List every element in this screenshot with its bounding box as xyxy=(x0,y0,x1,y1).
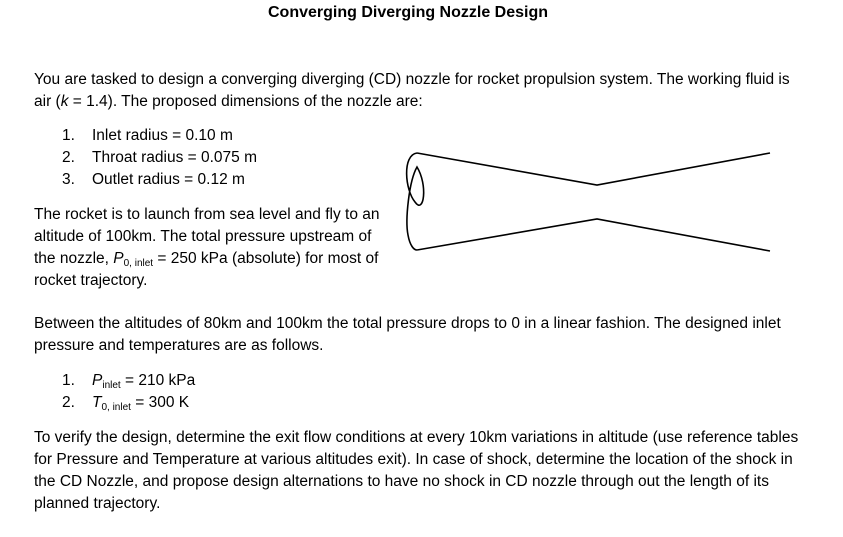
list-text: Inlet radius = 0.10 m xyxy=(92,127,233,144)
list-item xyxy=(62,125,257,147)
k-symbol: k xyxy=(60,93,69,110)
design-conditions-list xyxy=(62,370,195,414)
condition-value: = 210 kPa xyxy=(120,372,196,389)
list-item xyxy=(62,147,257,169)
list-item xyxy=(62,169,257,191)
nozzle-diagram xyxy=(400,145,775,260)
list-item xyxy=(62,392,195,414)
condition-value: = 300 K xyxy=(130,394,190,411)
nozzle-lower-wall xyxy=(417,219,770,251)
nozzle-inlet-outline xyxy=(407,153,424,250)
list-number: 1. xyxy=(62,372,75,389)
p-subscript: 0, inlet xyxy=(123,258,154,269)
list-item xyxy=(62,370,195,392)
intro-text-2: = 1.4). The proposed dimensions of the nozzle are: xyxy=(68,93,423,110)
list-text: Outlet radius = 0.12 m xyxy=(92,171,245,188)
condition-symbol: P xyxy=(92,372,103,389)
list-text xyxy=(92,370,195,392)
intro-paragraph xyxy=(34,69,794,113)
nozzle-upper-wall xyxy=(417,153,770,185)
list-number: 1. xyxy=(62,127,75,144)
verify-paragraph: To verify the design, determine the exit flow conditions at every 10km variations in altitude (use reference tables for Pressure and Temperature at various altitudes exit). In case of shock, determine the location of the shock in the CD Nozzle, and propose design alternations to have no shock in CD nozzle through out the length of its planned trajectory. xyxy=(34,429,799,512)
launch-text-2: = 250 kPa (absolute) for most of rocket trajectory. xyxy=(34,250,379,289)
launch-paragraph xyxy=(34,204,394,292)
dimensions-list xyxy=(62,125,257,191)
launch-text-1: The rocket is to launch from sea level and fly to an altitude of 100km. The total pressure upstream of the nozzle, xyxy=(34,206,380,267)
list-text: Throat radius = 0.075 m xyxy=(92,149,257,166)
condition-subscript: inlet xyxy=(102,380,121,391)
list-text xyxy=(92,392,189,414)
condition-symbol: T xyxy=(92,394,102,411)
list-number: 3. xyxy=(62,171,75,188)
p-symbol: P xyxy=(113,250,124,267)
intro-text-1: You are tasked to design a converging diverging (CD) nozzle for rocket propulsion system. The working fluid is air ( xyxy=(34,71,790,110)
between-paragraph: Between the altitudes of 80km and 100km the total pressure drops to 0 in a linear fashion. The designed inlet pressure and temperatures are as follows. xyxy=(34,315,781,354)
condition-subscript: 0, inlet xyxy=(101,402,131,413)
page-title: Converging Diverging Nozzle Design xyxy=(267,4,549,21)
list-number: 2. xyxy=(62,394,75,411)
list-number: 2. xyxy=(62,149,75,166)
